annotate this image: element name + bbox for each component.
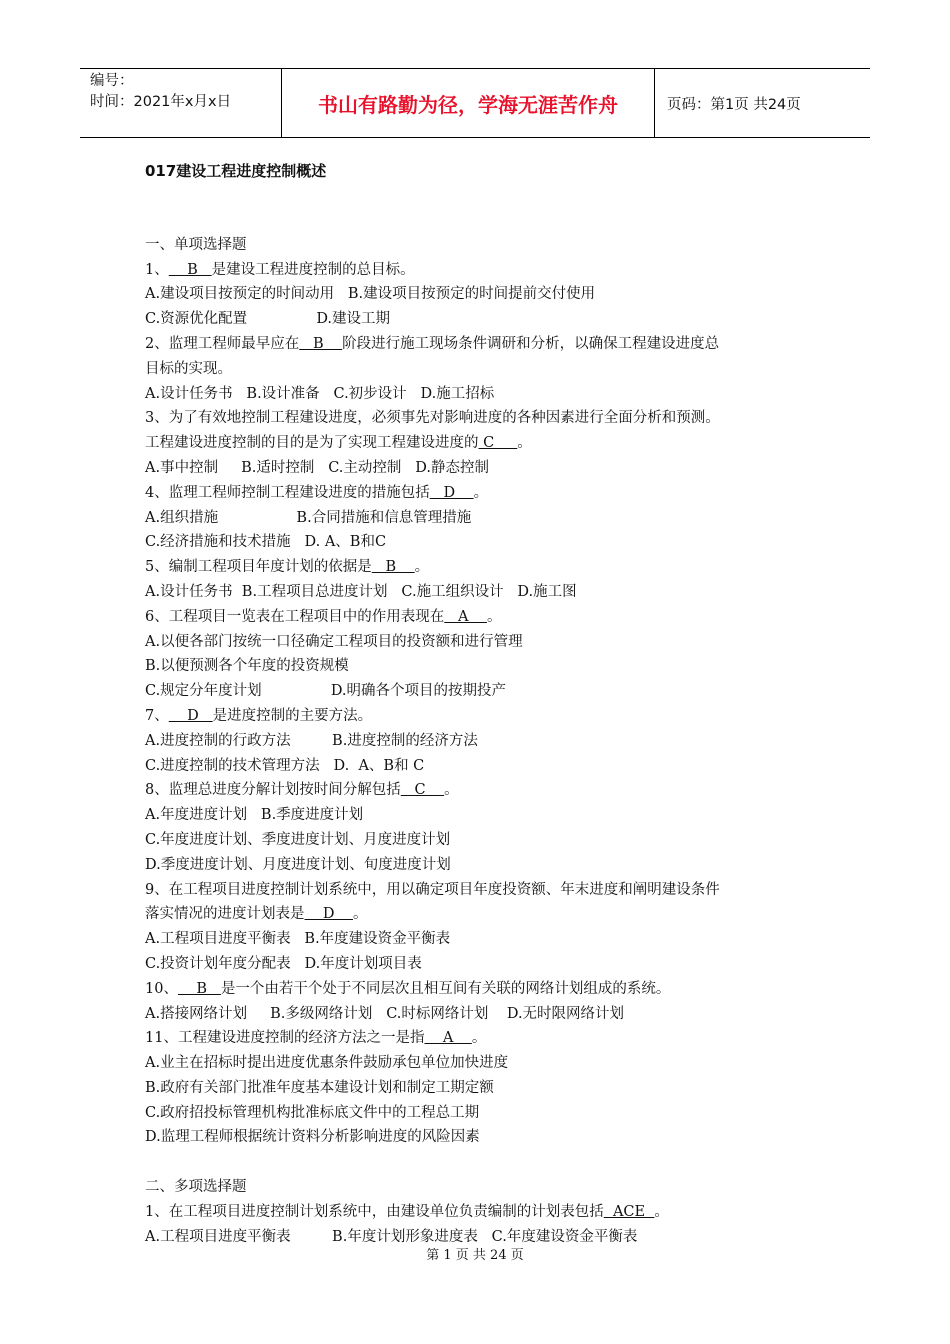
answer-blank: D [304,906,353,923]
line-text: 一、单项选择题 [145,236,247,253]
line-text: 3、为了有效地控制工程建设进度，必须事先对影响进度的各种因素进行全面分析和预测。 [145,410,720,427]
line-text: A.设计任务书 B.工程项目总进度计划 C.施工组织设计 D.施工图 [145,583,577,600]
line-text: 11、工程建设进度控制的经济方法之一是指 [145,1030,425,1047]
line-text: 目标的实现。 [145,360,232,377]
blank-line [145,208,825,233]
text-line [145,1051,825,1076]
text-line [145,307,825,332]
text-line [145,853,825,878]
line-text: 。 [471,1030,487,1047]
text-line [145,605,825,630]
text-line [145,530,825,555]
line-text: A.设计任务书 B.设计准备 C.初步设计 D.施工招标 [145,385,495,402]
text-line [145,729,825,754]
text-line [145,580,825,605]
line-text: 9、在工程项目进度控制计划系统中，用以确定项目年度投资额、年末进度和阐明建设条件 [145,881,720,898]
text-line [145,1076,825,1101]
line-text: 4、监理工程师控制工程建设进度的措施包括 [145,484,430,501]
answer-blank: B [177,980,221,997]
line-text: A.事中控制 B.适时控制 C.主动控制 D.静态控制 [145,459,489,476]
text-line [145,1101,825,1126]
line-text: A.工程项目进度平衡表 B.年度计划形象进度表 C.年度建设资金平衡表 [145,1228,638,1245]
line-text: 是建设工程进度控制的总目标。 [211,261,415,278]
text-line [145,878,825,903]
line-text: 10、 [145,980,178,997]
document-body [145,208,825,1249]
answer-blank: C [400,782,445,799]
answer-blank: D [168,707,213,724]
line-text: 。 [654,1203,669,1220]
text-line [145,1200,825,1225]
answer-blank: C [478,435,518,452]
text-line [145,704,825,729]
line-text: C.资源优化配置 D.建设工期 [145,311,391,328]
line-text: 。 [414,559,430,576]
line-text: 是进度控制的主要方法。 [212,707,373,724]
line-text: D.季度进度计划、月度进度计划、旬度进度计划 [145,856,451,873]
line-text: 工程建设进度控制的目的是为了实现工程建设进度的 [145,435,479,452]
answer-blank: D [429,484,474,501]
text-line [145,1125,825,1150]
document-header [80,68,870,138]
blank-line [145,1150,825,1175]
text-line [145,481,825,506]
text-line [145,679,825,704]
line-text: 。 [473,484,489,501]
line-text: C.政府招投标管理机构批准标底文件中的工程总工期 [145,1104,480,1121]
text-line [145,754,825,779]
text-line [145,357,825,382]
text-line [145,406,825,431]
line-text: A.组织措施 B.合同措施和信息管理措施 [145,509,472,526]
answer-blank: B [168,261,212,278]
text-line [145,952,825,977]
answer-blank: B [299,335,343,352]
line-text: A.年度进度计划 B.季度进度计划 [145,807,364,824]
line-text: 。 [444,782,459,799]
line-text: 。 [353,906,368,923]
line-text: 阶段进行施工现场条件调研和分析，以确保工程建设进度总 [342,335,720,352]
text-line [145,258,825,283]
text-line [145,506,825,531]
line-text: C.进度控制的技术管理方法 D. A、B和 C [145,757,425,774]
line-text: 2、监理工程师最早应在 [145,335,300,352]
document-number-label: 编号： [90,73,134,89]
line-text: 5、编制工程项目年度计划的依据是 [145,559,372,576]
line-text: 落实情况的进度计划表是 [145,906,305,923]
line-text: C.投资计划年度分配表 D.年度计划项目表 [145,955,422,972]
line-text: 。 [486,608,502,625]
text-line [145,803,825,828]
text-line [145,927,825,952]
line-text: A.搭接网络计划 B.多级网络计划 C.时标网络计划 D.无时限网络计划 [145,1005,625,1022]
text-line [145,456,825,481]
header-motto: 书山有路勤为径，学海无涯苦作舟 [282,69,655,137]
line-text: C.规定分年度计划 D.明确各个项目的按期投产 [145,683,507,700]
line-text: 7、 [145,707,169,724]
line-text: 。 [517,435,532,452]
text-line [145,233,825,258]
text-line [145,1175,825,1200]
line-text: 8、监理总进度分解计划按时间分解包括 [145,782,401,799]
header-meta-cell [80,69,282,137]
line-text: 1、 [145,261,169,278]
text-line [145,1002,825,1027]
document-date: 时间：2021年x月x日 [90,94,232,110]
line-text: 1、在工程项目进度控制计划系统中，由建设单位负责编制的计划表包括 [145,1203,604,1220]
text-line [145,828,825,853]
line-text: A.进度控制的行政方法 B.进度控制的经济方法 [145,732,478,749]
document-title: 017建设工程进度控制概述 [145,162,327,180]
text-line [145,382,825,407]
answer-blank: B [371,559,415,576]
line-text: B.以便预测各个年度的投资规模 [145,658,349,675]
page-footer: 第 1 页 共 24 页 [426,1248,524,1263]
line-text: 二、多项选择题 [145,1179,247,1196]
line-text: A.建设项目按预定的时间动用 B.建设项目按预定的时间提前交付使用 [145,286,596,303]
line-text: 6、工程项目一览表在工程项目中的作用表现在 [145,608,445,625]
text-line [145,778,825,803]
line-text: A.以便各部门按统一口径确定工程项目的投资额和进行管理 [145,633,523,650]
answer-blank: A [444,608,487,625]
line-text: D.监理工程师根据统计资料分析影响进度的风险因素 [145,1129,480,1146]
text-line [145,630,825,655]
text-line [145,282,825,307]
line-text: 是一个由若干个处于不同层次且相互间有关联的网络计划组成的系统。 [220,980,671,997]
text-line [145,654,825,679]
text-line [145,902,825,927]
line-text: C.经济措施和技术措施 D. A、B和C [145,534,387,551]
text-line [145,555,825,580]
line-text: B.政府有关部门批准年度基本建设计划和制定工期定额 [145,1079,494,1096]
text-line [145,332,825,357]
line-text: A.业主在招标时提出进度优惠条件鼓励承包单位加快进度 [145,1055,509,1072]
text-line [145,1026,825,1051]
header-page-info: 页码：第1页 共24页 [667,96,801,113]
text-line [145,977,825,1002]
answer-blank: ACE [603,1203,655,1220]
line-text: C.年度进度计划、季度进度计划、月度进度计划 [145,831,451,848]
text-line [145,431,825,456]
line-text: A.工程项目进度平衡表 B.年度建设资金平衡表 [145,931,451,948]
answer-blank: A [424,1030,472,1047]
